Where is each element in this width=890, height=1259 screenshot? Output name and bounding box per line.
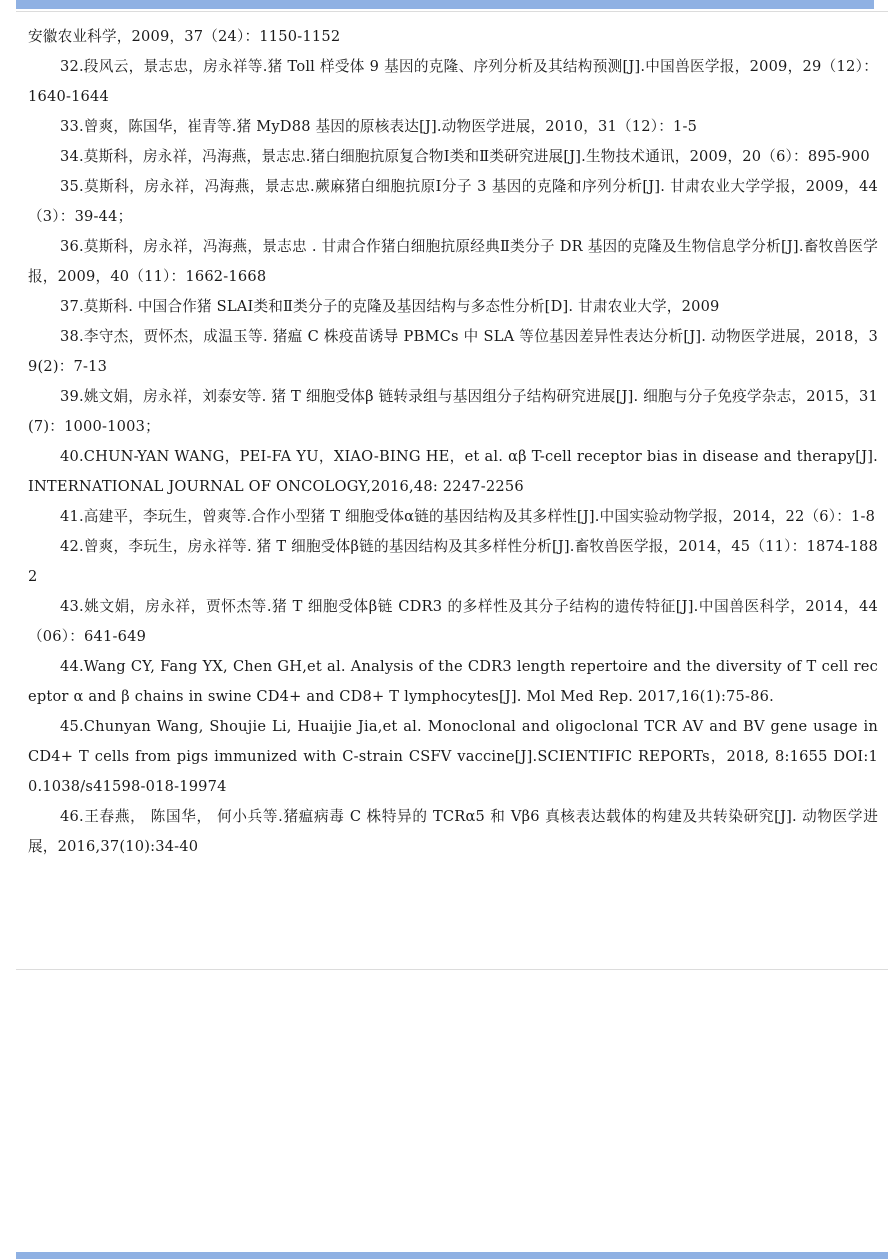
reference-item: 38.李守杰，贾怀杰，成温玉等. 猪瘟 C 株疫苗诱导 PBMCs 中 SLA 等位基因差异性表达分析[J]. 动物医学进展，2018，39(2)：7-13 xyxy=(28,328,878,375)
reference-item: 37.莫斯科. 中国合作猪 SLAⅠ类和Ⅱ类分子的克隆及基因结构与多态性分析[D]. 甘肃农业大学，2009 xyxy=(60,298,720,315)
reference-item: 36.莫斯科，房永祥，冯海燕，景志忠 . 甘肃合作猪白细胞抗原经典Ⅱ类分子 DR 基因的克隆及生物信息学分析[J].畜牧兽医学报，2009，40（11）：1662-1668 xyxy=(28,238,878,285)
reference-item: 44.Wang CY, Fang YX, Chen GH,et al. Analysis of the CDR3 length repertoire and the diversity of T cell receptor α and β chains in swine CD4+ and CD8+ T lymphocytes[J]. Mol Med Rep. 2017,16(1):75-86. xyxy=(28,658,878,705)
reference-item: 41.高建平，李玩生，曾爽等.合作小型猪 T 细胞受体α链的基因结构及其多样性[J].中国实验动物学报，2014，22（6）：1-8 xyxy=(60,508,876,525)
header-divider xyxy=(16,11,888,12)
reference-item: 42.曾爽，李玩生，房永祥等. 猪 T 细胞受体β链的基因结构及其多样性分析[J].畜牧兽医学报，2014，45（11）：1874-1882 xyxy=(28,538,878,585)
reference-item: 40.CHUN-YAN WANG，PEI-FA YU，XIAO-BING HE，et al. αβ T-cell receptor bias in disease and therapy[J]. INTERNATIONAL JOURNAL OF ONCOLOGY,2016,48: 2247-2256 xyxy=(28,448,878,495)
content-end-divider xyxy=(16,969,888,970)
reference-item: 43.姚文娟，房永祥，贾怀杰等.猪 T 细胞受体β链 CDR3 的多样性及其分子结构的遗传特征[J].中国兽医科学，2014，44（06）：641-649 xyxy=(28,598,878,645)
header-accent-bar xyxy=(16,0,874,9)
reference-list xyxy=(28,22,878,862)
reference-item: 32.段风云，景志忠，房永祥等.猪 Toll 样受体 9 基因的克隆、序列分析及其结构预测[J].中国兽医学报，2009，29（12）：1640-1644 xyxy=(28,58,878,105)
reference-item: 安徽农业科学，2009，37（24）：1150-1152 xyxy=(28,28,341,45)
reference-item: 34.莫斯科，房永祥，冯海燕，景志忠.猪白细胞抗原复合物Ⅰ类和Ⅱ类研究进展[J].生物技术通讯，2009，20（6）：895-900 xyxy=(60,148,870,165)
reference-item: 46.王春燕， 陈国华， 何小兵等.猪瘟病毒 C 株特异的 TCRα5 和 Vβ6 真核表达载体的构建及共转染研究[J]. 动物医学进展，2016,37(10):34-40 xyxy=(28,808,878,855)
reference-item: 39.姚文娟，房永祥，刘泰安等. 猪 T 细胞受体β 链转录组与基因组分子结构研究进展[J]. 细胞与分子免疫学杂志，2015，31(7)：1000-1003； xyxy=(28,388,878,435)
reference-item: 33.曾爽，陈国华，崔青等.猪 MyD88 基因的原核表达[J].动物医学进展，2010，31（12）：1-5 xyxy=(60,118,698,135)
footer-accent-bar xyxy=(16,1252,888,1259)
reference-item: 45.Chunyan Wang, Shoujie Li, Huaijie Jia,et al. Monoclonal and oligoclonal TCR AV and BV gene usage in CD4+ T cells from pigs immunized with C-strain CSFV vaccine[J].SCIENTIFIC REPORTs，2018, 8:1655 DOI:10.1038/s41598-018-19974 xyxy=(28,718,878,795)
reference-item: 35.莫斯科，房永祥，冯海燕，景志忠.蕨麻猪白细胞抗原Ⅰ分子 3 基因的克隆和序列分析[J]. 甘肃农业大学学报，2009，44（3）：39-44； xyxy=(28,178,878,225)
